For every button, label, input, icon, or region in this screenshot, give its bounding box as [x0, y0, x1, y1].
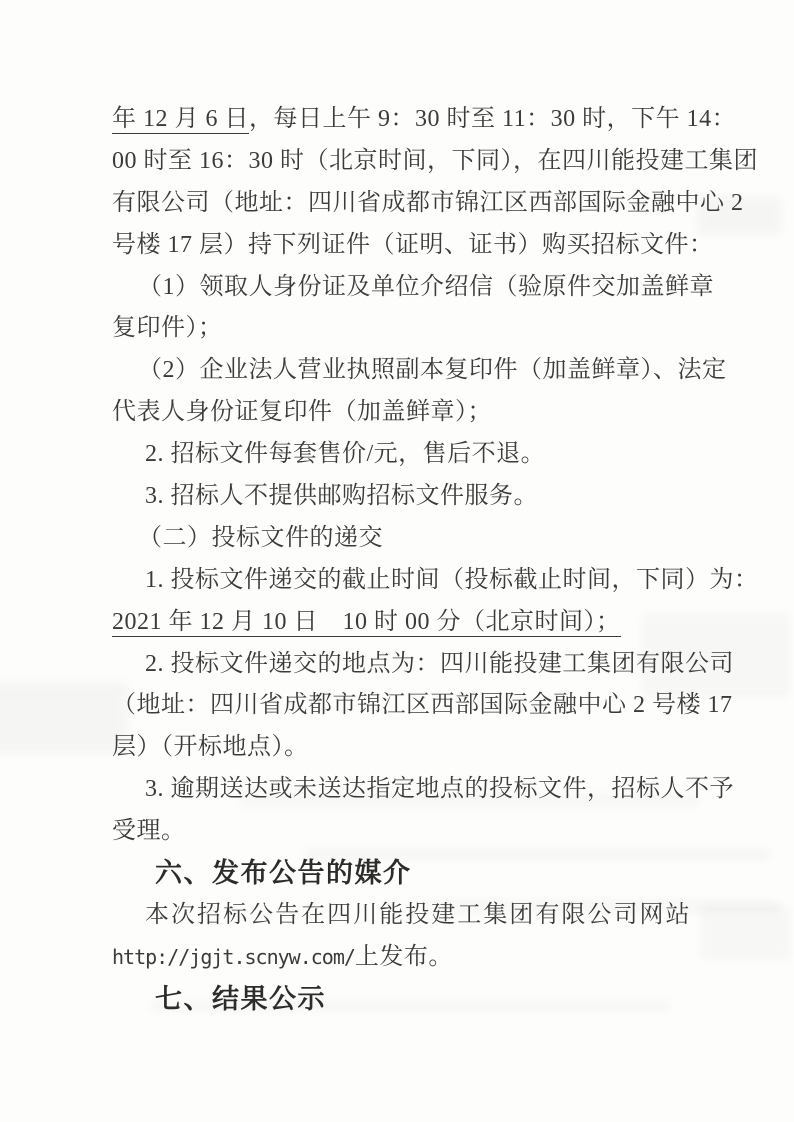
text-line-l22	[112, 979, 690, 1021]
text-line-l13	[112, 602, 690, 644]
text-segment: 3. 招标人不提供邮购招标文件服务。	[145, 483, 538, 510]
text-line-l11	[112, 518, 690, 560]
text-segment: （二）投标文件的递交	[138, 524, 383, 551]
text-line-l15	[112, 685, 733, 727]
text-line-l2	[112, 141, 758, 183]
text-segment: 代表人身份证复印件（加盖鲜章）；	[112, 399, 492, 426]
text-segment: 有限公司（地址：四川省成都市锦江区西部国际金融中心 2	[112, 189, 744, 216]
text-line-l7	[112, 350, 727, 392]
text-segment: 七、结果公示	[155, 983, 326, 1014]
text-line-l5	[112, 267, 714, 309]
scan-artifact	[0, 682, 128, 754]
text-segment: 00 时至 16：30 时（北京时间，下同），在四川能投建工集团	[112, 147, 758, 174]
url-text: http://jgjt.scnyw.com/	[112, 944, 355, 969]
text-segment: 号楼 17 层）持下列证件（证明、证书）购买招标文件：	[112, 231, 714, 258]
scan-artifact	[700, 905, 790, 960]
text-segment: 复印件）；	[112, 315, 223, 342]
underlined-text-segment: 2021 年 12 月 10 日 10 时 00 分（北京时间）；	[112, 608, 621, 635]
text-line-l4	[112, 225, 714, 267]
text-line-l20	[112, 895, 690, 937]
text-segment: （2）企业法人营业执照副本复印件（加盖鲜章）、法定	[138, 357, 727, 384]
text-line-l9	[112, 434, 690, 476]
document-body	[112, 99, 759, 1021]
text-segment: （1）领取人身份证及单位介绍信（验原件交加盖鲜章	[138, 273, 714, 300]
text-line-l16	[112, 727, 690, 769]
text-segment: 六、发布公告的媒介	[155, 858, 412, 889]
text-line-l12	[112, 560, 759, 602]
text-segment: 3. 逾期送达或未送达指定地点的投标文件，招标人不予	[145, 776, 734, 803]
text-line-l14	[112, 644, 734, 686]
text-line-l17	[112, 769, 734, 811]
text-line-l1	[112, 99, 737, 141]
text-line-l21	[112, 937, 690, 979]
text-segment: 受理。	[112, 818, 186, 845]
text-line-l6	[112, 308, 690, 350]
text-segment: ，每日上午 9：30 时至 11：30 时，下午 14：	[249, 106, 737, 132]
underlined-text-segment: 年 12 月 6 日	[112, 106, 249, 132]
text-segment: 1. 投标文件递交的截止时间（投标截止时间，下同）为：	[145, 566, 759, 593]
text-segment: 上发布。	[354, 943, 453, 970]
text-segment: 2. 投标文件递交的地点为：四川能投建工集团有限公司	[145, 650, 734, 677]
text-segment: （地址：四川省成都市锦江区西部国际金融中心 2 号楼 17	[112, 692, 733, 719]
text-segment: 2. 招标文件每套售价/元，售后不退。	[145, 441, 546, 468]
text-line-l19	[112, 853, 690, 895]
text-line-l3	[112, 183, 744, 225]
text-line-l8	[112, 392, 690, 434]
text-line-l18	[112, 811, 690, 853]
text-line-l10	[112, 476, 690, 518]
text-segment: 层）（开标地点）。	[112, 734, 309, 761]
text-segment: 本次招标公告在四川能投建工集团有限公司网站	[145, 901, 690, 928]
